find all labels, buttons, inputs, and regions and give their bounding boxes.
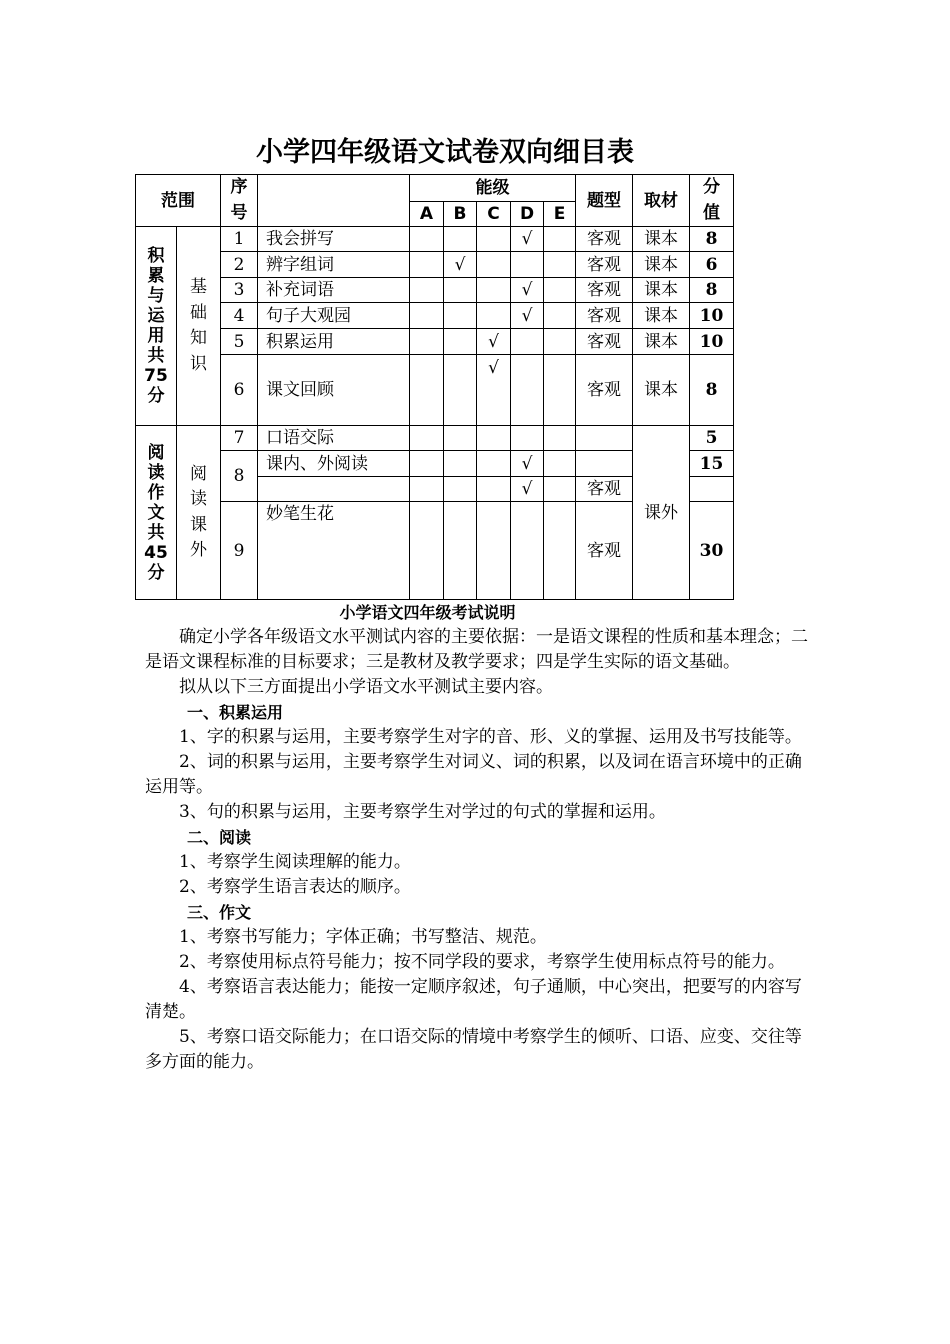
table-row — [136, 252, 734, 278]
seq-cell: 3 — [221, 278, 258, 303]
source-cell: 课本 — [633, 227, 690, 252]
header-level: 能级 — [410, 175, 576, 202]
source-cell: 课本 — [633, 278, 690, 303]
paragraph: 4、考察语言表达能力；能按一定顺序叙述，句子通顺，中心突出，把要写的内容写清楚。 — [145, 977, 802, 1022]
paragraph: 2、词的积累与运用，主要考察学生对词义、词的积累，以及词在语言环境中的正确运用等。 — [145, 752, 802, 797]
header-seq: 序 号 — [221, 175, 258, 227]
source-cell: 课本 — [633, 252, 690, 278]
score-cell: 8 — [690, 227, 734, 252]
item-cell: 补充词语 — [258, 278, 410, 303]
level-c: C — [477, 202, 511, 227]
level-e: E — [544, 202, 576, 227]
group1-label: 积 累 与 运 用 共 75 分 — [136, 227, 177, 426]
paragraph: 确定小学各年级语文水平测试内容的主要依据：一是语文课程的性质和基本理念；二是语文课程标准的目标要求；三是教材及教学要求；四是学生实际的语文基础。 — [145, 627, 808, 672]
score-cell: 8 — [690, 355, 734, 426]
group2-sub: 阅 读 课 外 — [177, 426, 221, 600]
table-row — [136, 329, 734, 355]
page-title: 小学四年级语文试卷双向细目表 — [256, 137, 634, 168]
paragraph: 5、考察口语交际能力；在口语交际的情境中考察学生的倾听、口语、应变、交往等多方面的能力。 — [145, 1027, 802, 1072]
exam-description — [145, 600, 810, 1075]
check-mark: √ — [444, 252, 477, 278]
item-cell: 积累运用 — [258, 329, 410, 355]
seq-cell: 8 — [221, 451, 258, 502]
type-cell: 客观 — [576, 502, 633, 600]
table-row — [136, 426, 734, 451]
seq-cell: 6 — [221, 355, 258, 426]
check-mark: √ — [511, 303, 544, 329]
paragraph: 2、考察使用标点符号能力；按不同学段的要求，考察学生使用标点符号的能力。 — [179, 952, 785, 972]
check-mark: √ — [511, 451, 544, 477]
level-d: D — [511, 202, 544, 227]
score-cell: 10 — [690, 303, 734, 329]
level-b: B — [444, 202, 477, 227]
source-cell: 课外 — [633, 426, 690, 600]
check-mark: √ — [511, 227, 544, 252]
doc-subtitle: 小学语文四年级考试说明 — [339, 603, 516, 622]
table-row — [136, 303, 734, 329]
table-row — [136, 355, 734, 426]
paragraph: 1、考察书写能力；字体正确；书写整洁、规范。 — [179, 927, 547, 947]
item-cell: 课文回顾 — [258, 355, 410, 426]
type-cell: 客观 — [576, 227, 633, 252]
paragraph: 3、句的积累与运用，主要考察学生对学过的句式的掌握和运用。 — [179, 802, 666, 822]
item-cell: 口语交际 — [258, 426, 410, 451]
type-cell: 客观 — [576, 477, 633, 502]
score-cell: 15 — [690, 451, 734, 477]
check-mark: √ — [477, 329, 511, 355]
header-score: 分 值 — [690, 175, 734, 227]
header-source: 取材 — [633, 175, 690, 227]
item-cell: 课内、外阅读 — [258, 451, 410, 477]
score-cell: 6 — [690, 252, 734, 278]
source-cell: 课本 — [633, 355, 690, 426]
type-cell: 客观 — [576, 355, 633, 426]
header-scope: 范围 — [136, 175, 221, 227]
table-row — [136, 278, 734, 303]
seq-cell: 4 — [221, 303, 258, 329]
type-cell: 客观 — [576, 252, 633, 278]
group2-label: 阅 读 作 文 共 45 分 — [136, 426, 177, 600]
score-cell: 30 — [690, 502, 734, 600]
check-mark: √ — [511, 278, 544, 303]
level-a: A — [410, 202, 444, 227]
spec-table — [135, 174, 734, 600]
paragraph: 拟从以下三方面提出小学语文水平测试主要内容。 — [179, 677, 553, 697]
seq-cell: 2 — [221, 252, 258, 278]
section-heading: 二、阅读 — [187, 828, 252, 847]
section-heading: 一、积累运用 — [187, 703, 284, 722]
score-cell: 10 — [690, 329, 734, 355]
item-cell: 妙笔生花 — [258, 502, 410, 600]
header-item — [258, 175, 410, 227]
score-cell: 5 — [690, 426, 734, 451]
item-cell: 辨字组词 — [258, 252, 410, 278]
source-cell: 课本 — [633, 329, 690, 355]
score-cell: 8 — [690, 278, 734, 303]
type-cell: 客观 — [576, 303, 633, 329]
section-heading: 三、作文 — [187, 903, 252, 922]
seq-cell: 9 — [221, 502, 258, 600]
table-row — [136, 227, 734, 252]
header-type: 题型 — [576, 175, 633, 227]
seq-cell: 7 — [221, 426, 258, 451]
paragraph: 1、考察学生阅读理解的能力。 — [179, 852, 411, 872]
source-cell: 课本 — [633, 303, 690, 329]
check-mark: √ — [477, 355, 511, 426]
check-mark: √ — [511, 477, 544, 502]
paragraph: 2、考察学生语言表达的顺序。 — [179, 877, 411, 897]
type-cell: 客观 — [576, 329, 633, 355]
item-cell: 我会拼写 — [258, 227, 410, 252]
seq-cell: 1 — [221, 227, 258, 252]
seq-cell: 5 — [221, 329, 258, 355]
paragraph: 1、字的积累与运用，主要考察学生对字的音、形、义的掌握、运用及书写技能等。 — [179, 727, 802, 747]
item-cell: 句子大观园 — [258, 303, 410, 329]
type-cell: 客观 — [576, 278, 633, 303]
group1-sub: 基 础 知 识 — [177, 227, 221, 426]
